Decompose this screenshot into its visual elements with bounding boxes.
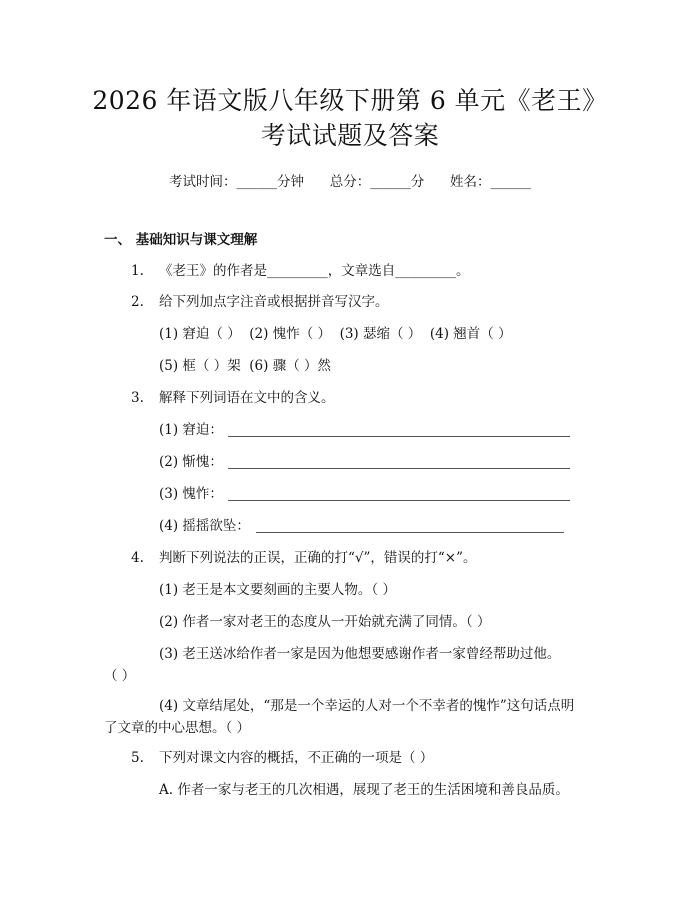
statement-2: (2) 作者一家对老王的态度从一开始就充满了同情。（ ） — [159, 614, 491, 630]
statement-3-cont: （ ） — [104, 668, 136, 684]
statement-1: (1) 老王是本文要刻画的主要人物。（ ） — [159, 582, 396, 598]
question-text: 下列对课文内容的概括，不正确的一项是（ ） — [159, 750, 434, 766]
question-text: 解释下列词语在文中的含义。 — [159, 390, 335, 406]
answer-line — [256, 532, 564, 533]
exam-info: 考试时间：______分钟 总分：______分 姓名：______ — [169, 174, 531, 190]
option-a: A. 作者一家与老王的几次相遇，展现了老王的生活困境和善良品质。 — [159, 782, 569, 798]
question-5 — [131, 749, 433, 767]
question-text: 给下列加点字注音或根据拼音写汉字。 — [159, 294, 389, 310]
statement-3: (3) 老王送冰给作者一家是因为他想要感谢作者一家曾经帮助过他。 — [159, 646, 561, 662]
question-number: 3. — [131, 390, 144, 406]
pinyin-row-2: (5) 框（ ）架 (6) 骤（ ）然 — [159, 358, 331, 374]
question-text: 《老王》的作者是_________，文章选自_________。 — [159, 263, 470, 279]
question-2 — [131, 293, 389, 311]
question-1 — [131, 262, 470, 280]
statement-4-cont: 了文章的中心思想。（ ） — [104, 720, 251, 736]
definition-item: (1) 窘迫： — [159, 422, 223, 438]
question-number: 4. — [131, 550, 144, 566]
question-4 — [131, 549, 477, 567]
answer-line — [228, 436, 570, 437]
pinyin-row-1: (1) 窘迫（ ） (2) 愧怍（ ） (3) 瑟缩（ ） (4) 翘首（ ） — [159, 326, 512, 342]
answer-line — [228, 500, 570, 501]
answer-line — [228, 468, 570, 469]
section-heading: 一、 基础知识与课文理解 — [104, 232, 258, 248]
question-number: 2. — [131, 294, 144, 310]
question-number: 1. — [131, 263, 144, 279]
definition-item: (2) 惭愧： — [159, 454, 223, 470]
statement-4: (4) 文章结尾处，“那是一个幸运的人对一个不幸者的愧怍”这句话点明 — [159, 698, 575, 714]
title-line-2: 考试试题及答案 — [260, 121, 440, 150]
definition-item: (3) 愧怍： — [159, 486, 223, 502]
question-3 — [131, 389, 335, 407]
question-number: 5. — [131, 750, 144, 766]
question-text: 判断下列说法的正误，正确的打“√”，错误的打“×”。 — [159, 550, 477, 566]
title-line-1: 2026 年语文版八年级下册第 6 单元《老王》 — [92, 86, 608, 115]
definition-item: (4) 摇摇欲坠： — [159, 518, 250, 534]
